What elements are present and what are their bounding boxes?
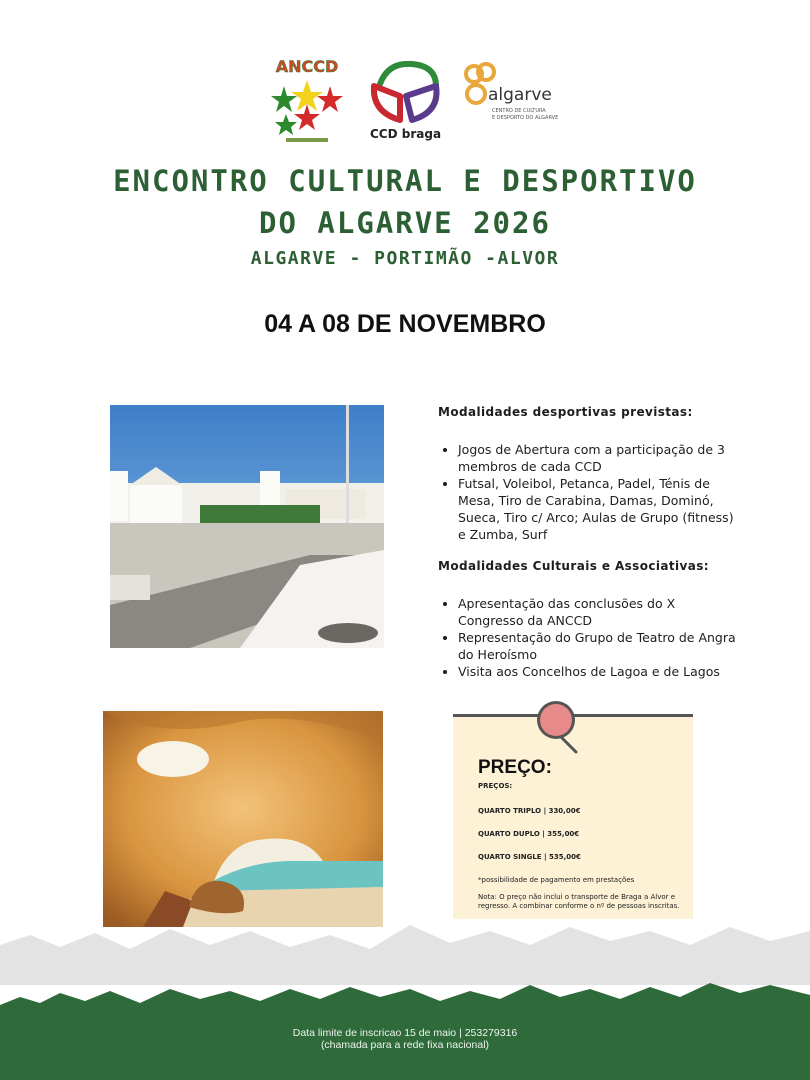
map-pin-icon	[534, 698, 580, 756]
anccd-logo-text: ANCCD	[275, 57, 339, 76]
list-item: • Futsal, Voleibol, Petanca, Padel, Ténis de Mesa, Tiro de Carabina, Damas, Dominó, Sueca, Tiro c/ Arco; Aulas de Grupo (fitness) e Zumba, Surf	[458, 475, 738, 543]
prices-label: PREÇOS:	[478, 782, 513, 790]
red-star-icon	[317, 86, 343, 112]
town-square-photo	[110, 405, 384, 648]
ccd-braga-logo-text: CCD braga	[370, 127, 442, 141]
cultural-modalities-section	[438, 558, 738, 680]
sport-modalities-section	[438, 404, 738, 543]
installments-note: *possibilidade de pagamento em prestações	[478, 876, 635, 884]
culture-list	[438, 595, 738, 680]
list-item: • Apresentação das conclusões do X Congresso da ANCCD	[458, 595, 738, 629]
algarve-logo-name: algarve	[488, 85, 552, 105]
ccd-braga-logo	[366, 56, 444, 144]
event-location: ALGARVE - PORTIMÃO -ALVOR	[250, 248, 560, 269]
list-item: • Representação do Grupo de Teatro de Angra do Heroísmo	[458, 629, 738, 663]
footer-line-1: Data limite de inscricao 15 de maio | 253279316	[292, 1027, 518, 1039]
list-item: • Visita aos Concelhos de Lagoa e de Lagos	[458, 663, 738, 680]
benagil-cave-photo	[103, 711, 383, 927]
event-title-line-1: ENCONTRO CULTURAL E DESPORTIVO	[113, 164, 697, 198]
price-heading: PREÇO:	[478, 757, 552, 778]
price-row-double: QUARTO DUPLO | 355,00€	[478, 830, 580, 838]
list-item: • Jogos de Abertura com a participação de 3 membros de cada CCD	[458, 441, 738, 475]
event-dates: 04 A 08 DE NOVEMBRO	[264, 310, 546, 338]
transport-note: Nota: O preço não inclui o transporte de Braga a Alvor e regresso. A combinar conforme o nº de pessoas inscritas.	[478, 893, 680, 910]
svg-text:E DESPORTO DO ALGARVE: E DESPORTO DO ALGARVE	[492, 115, 559, 121]
registration-deadline	[0, 1027, 810, 1051]
price-row-triple: QUARTO TRIPLO | 330,00€	[478, 807, 581, 815]
price-row-single: QUARTO SINGLE | 535,00€	[478, 853, 581, 861]
culture-heading: Modalidades Culturais e Associativas:	[438, 559, 709, 573]
sport-list	[438, 441, 738, 543]
green-star-icon	[271, 86, 297, 112]
footer-grass-decoration	[0, 905, 810, 1080]
footer-line-2: (chamada para a rede fixa nacional)	[320, 1039, 490, 1051]
svg-text:CENTRO DE CULTURA: CENTRO DE CULTURA	[492, 108, 546, 114]
anccd-logo	[266, 56, 348, 148]
sport-heading: Modalidades desportivas previstas:	[438, 405, 693, 419]
algarve-ccd-logo	[462, 62, 562, 134]
event-title-line-2: DO ALGARVE 2026	[259, 206, 551, 240]
